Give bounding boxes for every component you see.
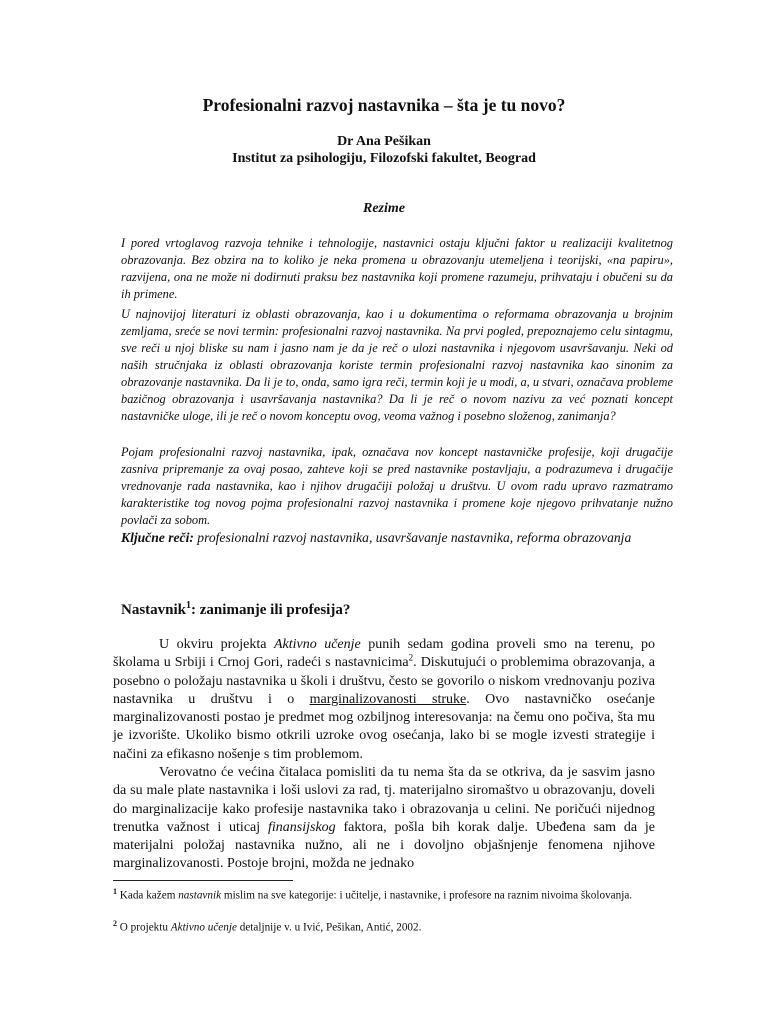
abstract-paragraph: I pored vrtoglavog razvoja tehnike i tehnologije, nastavnici ostaju ključni faktor u realizaciji kvalitetnog obrazovanja. Bez obzira na to koliko je neka promena u obrazovanju utemeljena i teorijski, «na papiru», razvijena, ona ne može ni dodirnuti praksu bez nastavnika koji promene razumeju, prihvataju i obučeni su da ih primene. bbox=[121, 236, 673, 301]
underlined-term: marginalizovanosti struke bbox=[309, 691, 467, 707]
text-run: Verovatno će većina čitalaca pomisliti da tu nema šta da se otkriva, da je sasvim jasno da su male plate nastavnika i loši uslovi za rad, tj. materijalno siromaštvo u obrazovanju, doveli do marginalizacije kako profesije nastavnika tako i obrazovanja u celini. Ne poričući nijednog trenutka važnost i uticaj bbox=[113, 765, 655, 835]
body-paragraph bbox=[113, 636, 655, 764]
emphasis: Aktivno učenje bbox=[170, 921, 237, 934]
footnote bbox=[113, 884, 658, 904]
text-run: O projektu bbox=[117, 921, 171, 934]
footnote-ref: 2 bbox=[408, 652, 414, 663]
abstract-paragraph: U najnovijoj literaturi iz oblasti obrazovanja, kao i u dokumentima o reformama obrazovanja u brojnim zemljama, sreće se novi termin: profesionalni razvoj nastavnika. Na prvi pogled, prepoznajemo celu sintagmu, sve reči u njoj bliske su nam i jasno nam je da je reč o ulozi nastavnika i njegovom usavršavanju. Neki od naših stručnjaka iz oblasti obrazovanja koriste termin profesionalni razvoj nastavnika kao sinonim za obrazovanje nastavnika. Da li je to, onda, samo igra reči, termin koji je u modi, a, u stvari, označava probleme bazičnog obrazovanja i usavršavanja nastavnika? Da li je reč o novom nazivu za već poznati koncept nastavničke uloge, ili je reč o novom konceptu ovog, veoma važnog i posebno složenog, zanimanja? bbox=[121, 307, 673, 423]
text-run: . Ovo nastavničko osećanje marginalizovanosti postao je predmet mog ozbiljnog interesovanja: na čemu ono počiva, šta mu je izvorište. Ukoliko bismo otkrili uzroke ovog osećanja, lako bi se mogle izvesti strategije i načini za efikasno nošenje s tim problemom. bbox=[113, 691, 656, 762]
text-run: faktora, pošla bih korak dalje. Ubeđena sam da je materijalni položaj nastavnika nužno, ali ne i dovoljno objašnjenje fenomena njihove marginalizovanosti. Postoje brojni, možda ne jednako bbox=[113, 819, 655, 872]
section-title-end: : zanimanje ili profesija? bbox=[191, 602, 351, 618]
text-run: Kada kažem bbox=[117, 889, 179, 902]
section-heading bbox=[121, 600, 350, 619]
text-run: detaljnije v. u Ivić, Pešikan, Antić, 2002. bbox=[236, 921, 422, 934]
text-run: mislim na sve kategorije: i učitelje, i nastavnike, i profesore na raznim nivoima školovanja. bbox=[221, 889, 633, 902]
footnote bbox=[113, 916, 658, 936]
section-title-start: Nastavnik bbox=[121, 602, 187, 618]
emphasis: nastavnik bbox=[178, 889, 222, 902]
abstract-heading: Rezime bbox=[363, 201, 405, 216]
paper-title: Profesionalni razvoj nastavnika – šta je tu novo? bbox=[202, 95, 566, 115]
text-run: . Diskutujući o problemima obrazovanja, a posebno o položaju nastavnika u školi i društvu, često se govorilo o niskom vrednovanju poziva nastavnika u društvu i o bbox=[113, 655, 655, 707]
footnote-divider bbox=[113, 880, 293, 881]
footnote-number: 1 bbox=[113, 887, 117, 896]
emphasis: finansijskog bbox=[267, 819, 336, 835]
project-name: Aktivno učenje bbox=[273, 637, 361, 652]
keywords-list: profesionalni razvoj nastavnika, usavršavanje nastavnika, reforma obrazovanja bbox=[197, 530, 632, 545]
author-institution: Institut za psihologiju, Filozofski fakultet, Beograd bbox=[232, 151, 536, 166]
footnote-ref: 1 bbox=[186, 600, 192, 611]
text-run: punih sedam godina proveli smo na terenu, po školama u Srbiji i Crnoj Gori, radeći s nastavnicima bbox=[113, 637, 656, 671]
text-run: U okviru projekta bbox=[159, 637, 274, 652]
keywords bbox=[121, 530, 681, 546]
abstract-paragraph: Pojam profesionalni razvoj nastavnika, ipak, označava nov koncept nastavničke profesije, koji drugačije zasniva pripremanje za ovaj posao, zahteve koji se pred nastavnike postavljaju, a podrazumeva i drugačije vrednovanje rada nastavnika, kao i njihov drugačiji položaj u društvu. U ovom radu upravo razmatramo karakteristike tog novog pojma profesionalni razvoj nastavnika i promene koje njegovo prihvatanje nužno povlači za sobom. bbox=[121, 445, 673, 527]
body-paragraph bbox=[113, 764, 655, 874]
footnote-number: 2 bbox=[113, 919, 117, 928]
keywords-label: Ključne reči: bbox=[121, 530, 194, 545]
author-name: Dr Ana Pešikan bbox=[337, 134, 431, 149]
